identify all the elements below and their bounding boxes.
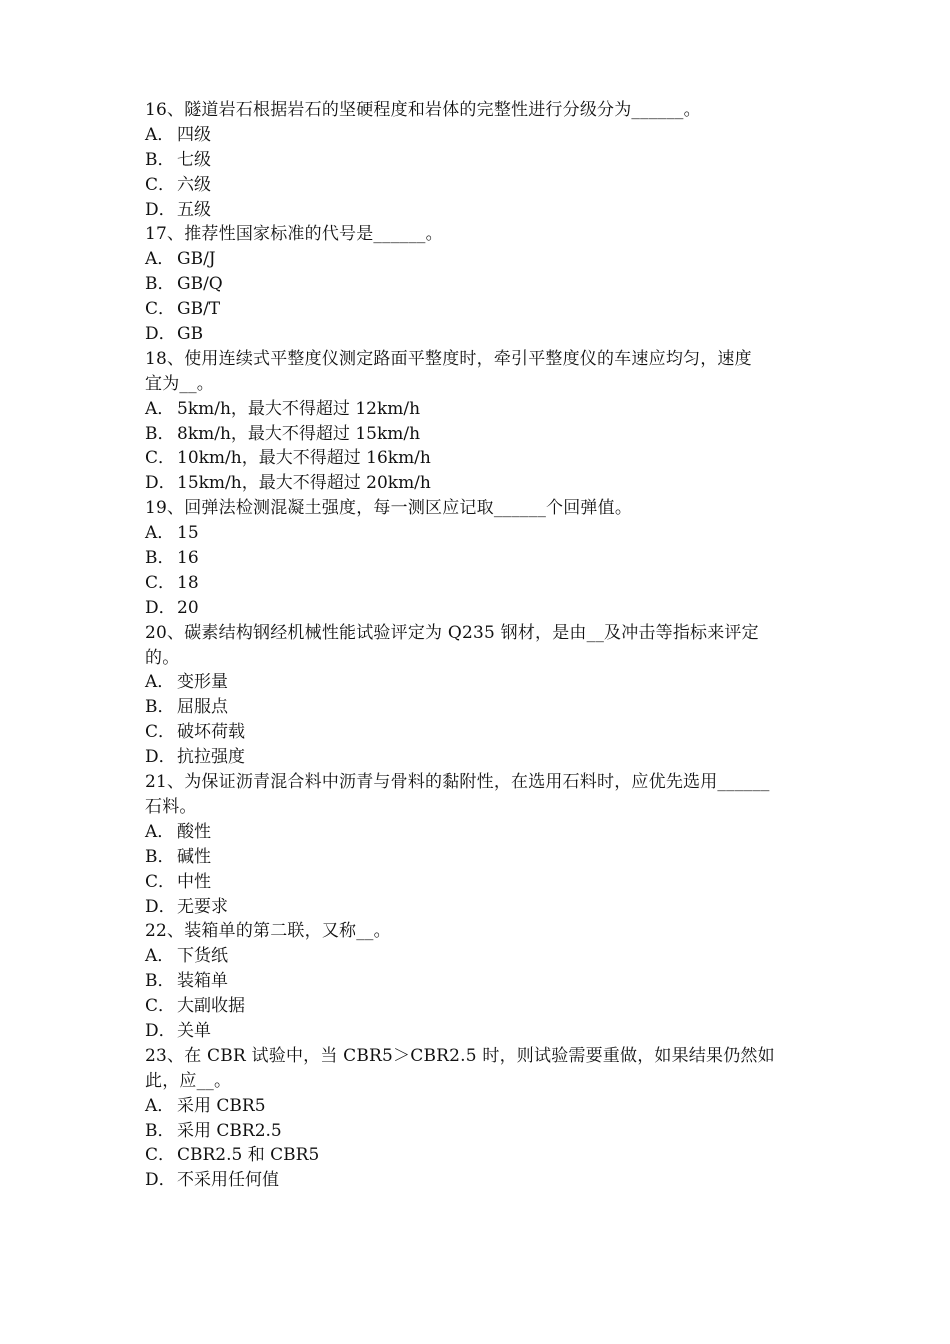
question-text: 石料。 [145, 796, 197, 817]
option-letter: B． [145, 548, 175, 569]
option-letter: A． [145, 398, 175, 419]
option-letter: C． [145, 996, 176, 1017]
option-text: 下货纸 [177, 946, 228, 967]
question-block [145, 222, 810, 346]
option-text: GB/T [177, 299, 221, 320]
answer-option [145, 272, 810, 297]
option-text: GB [177, 324, 204, 345]
option-text: 碱性 [177, 846, 211, 867]
answer-option [145, 422, 810, 447]
answer-option [145, 446, 810, 471]
option-letter: C． [145, 299, 176, 320]
answer-option [145, 695, 810, 720]
answer-option [145, 720, 810, 745]
document-page [145, 98, 810, 1193]
answer-option [145, 994, 810, 1019]
option-text: 破坏荷载 [177, 722, 245, 743]
option-text: 采用 CBR2.5 [177, 1120, 282, 1141]
answer-option [145, 247, 810, 272]
option-text: 抗拉强度 [177, 747, 245, 768]
question-text: 19、回弹法检测混凝土强度，每一测区应记取______个回弹值。 [145, 498, 633, 519]
option-text: 18 [177, 572, 199, 593]
option-text: GB/Q [177, 274, 223, 295]
option-letter: B． [145, 697, 175, 718]
option-text: 酸性 [177, 821, 211, 842]
option-text: 16 [177, 548, 199, 569]
question-block [145, 919, 810, 1043]
answer-option [145, 670, 810, 695]
option-text: 8km/h，最大不得超过 15km/h [177, 423, 421, 444]
option-letter: C． [145, 448, 176, 469]
option-letter: C． [145, 722, 176, 743]
option-letter: D． [145, 324, 176, 345]
answer-option [145, 1143, 810, 1168]
question-text: 16、隧道岩石根据岩石的坚硬程度和岩体的完整性进行分级分为______。 [145, 100, 701, 120]
option-text: 不采用任何值 [177, 1170, 279, 1191]
answer-option [145, 521, 810, 546]
question-text: 此，应__。 [145, 1070, 232, 1091]
option-text: 六级 [177, 174, 211, 195]
option-letter: B． [145, 274, 175, 295]
option-text: 中性 [177, 871, 211, 892]
answer-option [145, 198, 810, 223]
option-text: 关单 [177, 1020, 211, 1041]
option-letter: D． [145, 747, 176, 768]
answer-option [145, 1168, 810, 1193]
option-text: 七级 [177, 149, 211, 170]
option-letter: C． [145, 174, 176, 195]
answer-option [145, 322, 810, 347]
option-letter: D． [145, 896, 176, 917]
question-text: 20、碳素结构钢经机械性能试验评定为 Q235 钢材，是由__及冲击等指标来评定 [145, 622, 759, 643]
question-block [145, 770, 810, 919]
answer-option [145, 1019, 810, 1044]
option-letter: A． [145, 124, 175, 145]
option-letter: A． [145, 249, 175, 270]
option-letter: A． [145, 523, 175, 544]
option-letter: B． [145, 423, 175, 444]
answer-option [145, 123, 810, 148]
question-block [145, 347, 810, 496]
option-letter: B． [145, 971, 175, 992]
option-letter: D． [145, 1020, 176, 1041]
option-text: 10km/h，最大不得超过 16km/h [177, 448, 431, 469]
option-letter: C． [145, 871, 176, 892]
option-letter: B． [145, 1120, 175, 1141]
answer-option [145, 297, 810, 322]
option-text: GB/J [177, 249, 216, 270]
option-text: 变形量 [177, 672, 228, 693]
question-text: 21、为保证沥青混合料中沥青与骨料的黏附性，在选用石料时，应优先选用______ [145, 772, 770, 793]
option-letter: D． [145, 597, 176, 618]
answer-option [145, 895, 810, 920]
option-text: 装箱单 [177, 971, 228, 992]
answer-option [145, 397, 810, 422]
question-text: 18、使用连续式平整度仪测定路面平整度时，牵引平整度仪的车速应均匀，速度 [145, 348, 752, 369]
answer-option [145, 571, 810, 596]
option-letter: B． [145, 149, 175, 170]
option-letter: A． [145, 946, 175, 967]
option-text: 15 [177, 523, 199, 544]
answer-option [145, 845, 810, 870]
option-letter: C． [145, 1145, 176, 1166]
option-text: 无要求 [177, 896, 228, 917]
option-letter: D． [145, 1170, 176, 1191]
question-block [145, 496, 810, 620]
option-letter: D． [145, 473, 176, 494]
question-text: 宜为__。 [145, 373, 214, 394]
option-text: 采用 CBR5 [177, 1095, 266, 1116]
option-text: 屈服点 [177, 697, 228, 718]
option-text: 15km/h，最大不得超过 20km/h [177, 473, 431, 494]
answer-option [145, 944, 810, 969]
option-text: 5km/h，最大不得超过 12km/h [177, 398, 421, 419]
answer-option [145, 1119, 810, 1144]
answer-option [145, 471, 810, 496]
question-block [145, 1044, 810, 1193]
question-block [145, 621, 810, 770]
option-text: 20 [177, 597, 199, 618]
option-text: CBR2.5 和 CBR5 [177, 1145, 320, 1166]
answer-option [145, 745, 810, 770]
option-letter: D． [145, 199, 176, 220]
option-text: 大副收据 [177, 996, 245, 1017]
answer-option [145, 969, 810, 994]
option-text: 四级 [177, 124, 211, 145]
option-letter: A． [145, 1095, 175, 1116]
question-text: 17、推荐性国家标准的代号是______。 [145, 224, 443, 245]
answer-option [145, 596, 810, 621]
question-text: 的。 [145, 647, 180, 668]
option-letter: A． [145, 821, 175, 842]
question-text: 22、装箱单的第二联，又称__。 [145, 921, 391, 942]
answer-option [145, 870, 810, 895]
answer-option [145, 148, 810, 173]
option-letter: A． [145, 672, 175, 693]
answer-option [145, 1094, 810, 1119]
answer-option [145, 820, 810, 845]
option-letter: C． [145, 572, 176, 593]
question-text: 23、在 CBR 试验中，当 CBR5＞CBR2.5 时，则试验需要重做，如果结果仍然如 [145, 1045, 775, 1066]
option-text: 五级 [177, 199, 211, 220]
answer-option [145, 546, 810, 571]
answer-option [145, 173, 810, 198]
option-letter: B． [145, 846, 175, 867]
question-block [145, 98, 810, 222]
